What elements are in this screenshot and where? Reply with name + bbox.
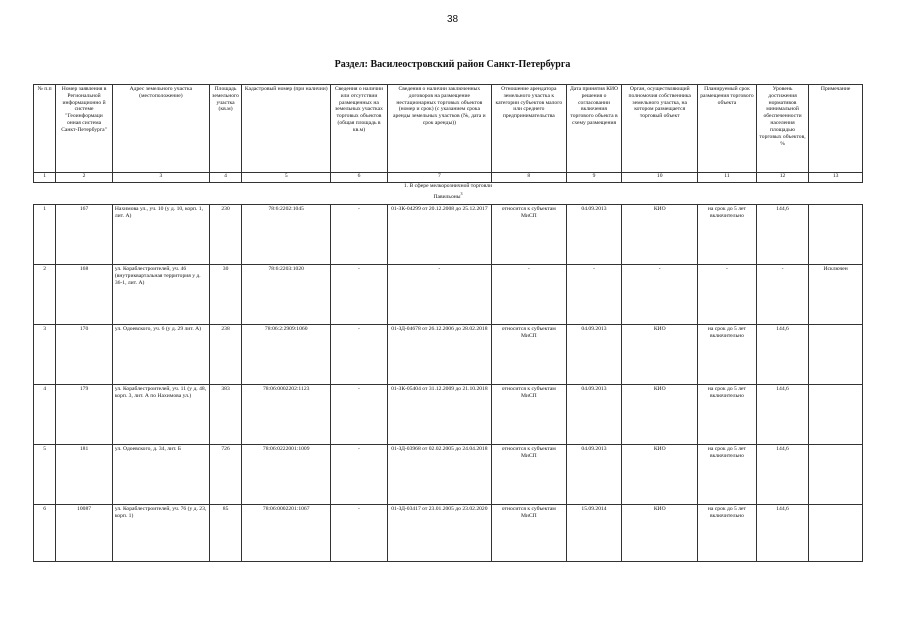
table-cell: 78:06:2:2909:1060	[242, 325, 331, 385]
header-cell: Отношение арендатора земельного участка к категории субъектов малого или среднего предпринимательства	[491, 85, 566, 173]
header-cell: Орган, осуществляющий полномочия собственника земельного участка, на котором размещается торговый объект	[622, 85, 698, 173]
column-number-cell: 9	[566, 173, 622, 183]
table-cell: на срок до 5 лет включительно	[698, 505, 757, 562]
header-row	[34, 85, 863, 173]
table-cell: 01-ЗК-04299 от 20.12.2008 до 25.12.2017	[387, 205, 491, 265]
column-number-cell: 3	[112, 173, 209, 183]
header-cell: Примечание	[809, 85, 863, 173]
table-cell	[809, 325, 863, 385]
column-number-cell: 1	[34, 173, 56, 183]
table-cell: -	[698, 265, 757, 325]
table-cell: 78:06:0222001:1009	[242, 445, 331, 505]
column-number-cell: 13	[809, 173, 863, 183]
table-cell: относится к субъектам МиСП	[491, 385, 566, 445]
table-cell: относится к субъектам МиСП	[491, 205, 566, 265]
table-cell: 179	[56, 385, 113, 445]
table-cell: ул. Кораблестроителей, уч. 76 (у д. 23, корп. 1)	[112, 505, 209, 562]
subgroup-title: Павильоны	[433, 193, 461, 200]
table-cell: 78:06:0002202:1123	[242, 385, 331, 445]
table-cell: 170	[56, 325, 113, 385]
table-cell: на срок до 5 лет включительно	[698, 325, 757, 385]
table-cell: 4	[34, 385, 56, 445]
table-cell: 85	[209, 505, 241, 562]
column-number-cell: 7	[387, 173, 491, 183]
table-body	[34, 173, 863, 562]
table-cell: 144,6	[756, 445, 809, 505]
subgroup-row	[34, 192, 863, 205]
table-cell: 726	[209, 445, 241, 505]
table-cell: 78:6:2202:1045	[242, 205, 331, 265]
table-cell: ул. Кораблестроителей, уч. 11 (у д. 48, корп. 3, лит. А по Нахимова ул.)	[112, 385, 209, 445]
header-cell: Номер заявления в Региональной информационно й системе "Геоинформаци онная система Санкт-Петербурга"	[56, 85, 113, 173]
table-cell: 01-ЗД-03968 от 02.02.2005 до 24.04.2018	[387, 445, 491, 505]
subgroup-footnote: 3	[460, 192, 463, 196]
table-cell: 144,6	[756, 205, 809, 265]
table-cell: 04.09.2013	[566, 325, 622, 385]
column-number-cell: 10	[622, 173, 698, 183]
column-number-cell: 4	[209, 173, 241, 183]
table-cell: 144,6	[756, 385, 809, 445]
table-cell: ул. Кораблестроителей, уч. 46 (внутриквартальная территория у д. 36-1, лит. А)	[112, 265, 209, 325]
table-cell: 2	[34, 265, 56, 325]
table-row	[34, 325, 863, 385]
table-cell: 10087	[56, 505, 113, 562]
table-cell: -	[331, 205, 388, 265]
group-title: 1. В сфере мелкорозничной торговли	[403, 183, 493, 189]
table-cell: 230	[209, 205, 241, 265]
table-cell: КИО	[622, 325, 698, 385]
table-cell: относится к субъектам МиСП	[491, 505, 566, 562]
page-number: 38	[446, 14, 459, 25]
table-cell: 383	[209, 385, 241, 445]
table-cell: -	[387, 265, 491, 325]
table-cell	[809, 505, 863, 562]
table-cell: на срок до 5 лет включительно	[698, 445, 757, 505]
table-cell: 01-ЗД-04678 от 26.12.2006 до 28.02.2018	[387, 325, 491, 385]
table-cell: -	[331, 265, 388, 325]
header-cell: Сведения о наличии заключенных договоров на размещение нестационарных торговых объектов (номер и срок) (с указанием срока аренды земельных участков (№, дата и срок аренды))	[387, 85, 491, 173]
table-row	[34, 385, 863, 445]
table-cell: 04.09.2013	[566, 445, 622, 505]
table-cell: относится к субъектам МиСП	[491, 325, 566, 385]
column-number-cell: 12	[756, 173, 809, 183]
table-cell: -	[622, 265, 698, 325]
table-cell: Исключен	[809, 265, 863, 325]
table-cell: КИО	[622, 445, 698, 505]
table-cell: -	[331, 445, 388, 505]
table-cell: 30	[209, 265, 241, 325]
table-row	[34, 265, 863, 325]
header-cell: Планируемый срок размещения торгового объекта	[698, 85, 757, 173]
table-cell: -	[331, 385, 388, 445]
column-number-cell: 6	[331, 173, 388, 183]
table-cell: Нахимова ул., уч. 10 (у д. 10, корп. 1, лит. А)	[112, 205, 209, 265]
table-cell: на срок до 5 лет включительно	[698, 205, 757, 265]
table-cell: 78:6:2203:1020	[242, 265, 331, 325]
column-number-cell: 2	[56, 173, 113, 183]
table-cell: 168	[56, 265, 113, 325]
table-cell: 181	[56, 445, 113, 505]
column-number-row	[34, 173, 863, 183]
table-cell: -	[331, 505, 388, 562]
table-cell: 15.09.2014	[566, 505, 622, 562]
table-cell: -	[491, 265, 566, 325]
table-cell: -	[566, 265, 622, 325]
group-row	[34, 183, 863, 193]
table-cell: 144,6	[756, 505, 809, 562]
table-cell: 144,6	[756, 325, 809, 385]
table-cell: 238	[209, 325, 241, 385]
table-header	[34, 85, 863, 173]
table-cell: 167	[56, 205, 113, 265]
table-cell: 5	[34, 445, 56, 505]
column-number-cell: 8	[491, 173, 566, 183]
header-cell: Площадь земельного участка (кв.м)	[209, 85, 241, 173]
header-cell: Кадастровый номер (при наличии)	[242, 85, 331, 173]
table-cell: ул. Одоевского, д. 34, лит. Б	[112, 445, 209, 505]
subgroup-cell	[34, 192, 863, 205]
table-cell: 04.09.2013	[566, 205, 622, 265]
table-row	[34, 205, 863, 265]
table-cell: 01-ЗД-03417 от 23.01.2005 до 23.02.2020	[387, 505, 491, 562]
table-cell: 01-ЗК-05404 от 31.12.2009 до 21.10.2018	[387, 385, 491, 445]
table-cell: КИО	[622, 205, 698, 265]
table-cell: -	[756, 265, 809, 325]
table-cell: ул. Одоевского, уч. 6 (у д. 29 лит. А)	[112, 325, 209, 385]
table-cell: 1	[34, 205, 56, 265]
header-cell: Дата принятия КИО решения о согласовании включения торгового объекта в схему размещения	[566, 85, 622, 173]
table-row	[34, 505, 863, 562]
section-title: Раздел: Василеостровский район Санкт-Петербурга	[334, 59, 571, 70]
table-cell: КИО	[622, 385, 698, 445]
table-cell: 3	[34, 325, 56, 385]
table-cell: 04.09.2013	[566, 385, 622, 445]
table-cell: КИО	[622, 505, 698, 562]
table-cell	[809, 205, 863, 265]
table-cell: на срок до 5 лет включительно	[698, 385, 757, 445]
registry-table	[33, 84, 863, 562]
header-cell: № п.п	[34, 85, 56, 173]
table-row	[34, 445, 863, 505]
table-cell: 6	[34, 505, 56, 562]
table-cell: относится к субъектам МиСП	[491, 445, 566, 505]
header-cell: Адрес земельного участка (местоположение)	[112, 85, 209, 173]
table-cell	[809, 445, 863, 505]
table-cell	[809, 385, 863, 445]
column-number-cell: 11	[698, 173, 757, 183]
column-number-cell: 5	[242, 173, 331, 183]
table-cell: 78:06:0002201:1067	[242, 505, 331, 562]
header-cell: Сведения о наличии или отсутствии размещенных на земельных участках торговых объектов (общая площадь в кв.м)	[331, 85, 388, 173]
table-cell: -	[331, 325, 388, 385]
header-cell: Уровень достижения нормативов минимальной обеспеченности населения площадью торговых объектов, %	[756, 85, 809, 173]
